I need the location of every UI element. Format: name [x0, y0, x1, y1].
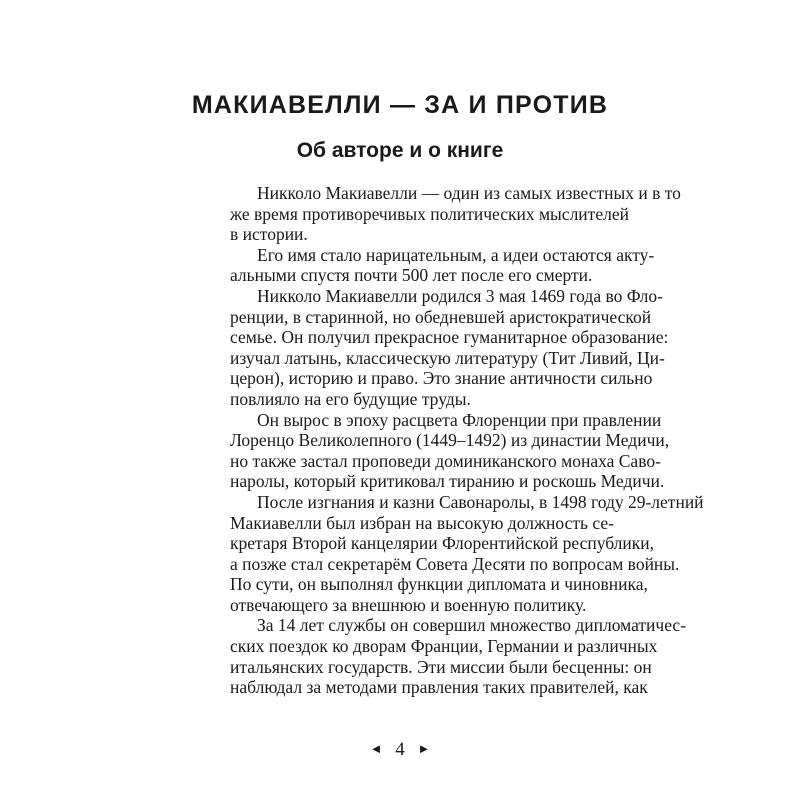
text-line: же время противоречивых политических мыслителей [230, 203, 629, 224]
text-line: Его имя стало нарицательным, а идеи остаются акту- [257, 244, 655, 265]
page-number: 4 [395, 739, 405, 760]
text-line: в истории. [230, 224, 308, 245]
text-line: а позже стал секретарём Совета Десяти по вопросам войны. [230, 553, 680, 574]
arrow-left-icon: ◄ [369, 741, 383, 756]
section-title: Об авторе и о книге [296, 139, 504, 162]
text-line: Он вырос в эпоху расцвета Флоренции при правлении [257, 409, 662, 430]
text-line: изучал латынь, классическую литературу (Тит Ливий, Ци- [230, 347, 665, 368]
text-line: повлияло на его будущие труды. [230, 388, 471, 409]
arrow-right-icon: ► [417, 741, 431, 756]
text-line: итальянских государств. Эти миссии были бесценны: он [230, 656, 652, 677]
body-text [230, 183, 770, 698]
text-line: После изгнания и казни Савонаролы, в 1498 году 29-летний [257, 491, 704, 512]
text-line: Макиавелли был избран на высокую должность се- [230, 512, 614, 533]
text-line: альными спустя почти 500 лет после его смерти. [230, 265, 593, 286]
chapter-title: МАКИАВЕЛЛИ — ЗА И ПРОТИВ [191, 91, 609, 119]
text-line: наролы, который критиковал тиранию и роскошь Медичи. [230, 471, 665, 492]
text-line: церон), историю и право. Это знание античности сильно [230, 368, 653, 389]
text-line: Никколо Макиавелли родился 3 мая 1469 года во Фло- [257, 285, 663, 306]
text-line: семье. Он получил прекрасное гуманитарное образование: [230, 327, 669, 348]
text-line: отвечающего за внешнюю и военную политику. [230, 594, 587, 615]
text-line: По сути, он выполнял функции дипломата и чиновника, [230, 574, 648, 595]
page-footer [0, 736, 800, 763]
text-line: ских поездок ко дворам Франции, Германии и различных [230, 636, 658, 657]
text-line: наблюдал за методами правления таких правителей, как [230, 677, 648, 698]
text-line: За 14 лет службы он совершил множество дипломатичес- [257, 615, 687, 636]
text-line: ренции, в старинной, но обедневшей аристократической [230, 306, 652, 327]
text-line: Никколо Макиавелли — один из самых известных и в то [257, 183, 681, 203]
text-line: кретаря Второй канцелярии Флорентийской республики, [230, 533, 655, 554]
text-line: но также застал проповеди доминиканского монаха Саво- [230, 450, 661, 471]
text-line: Лоренцо Великолепного (1449–1492) из династии Медичи, [230, 430, 670, 451]
